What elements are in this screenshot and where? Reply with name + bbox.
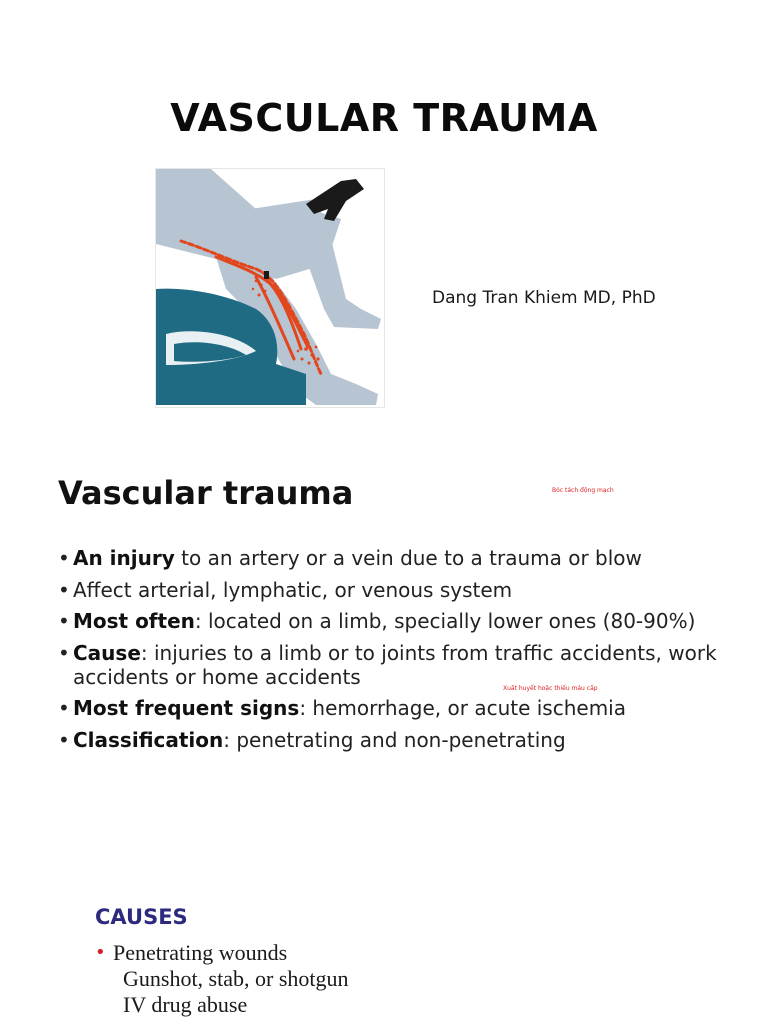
bullet-text: to an artery or a vein due to a trauma or blow — [174, 546, 642, 570]
causes-item-text: Penetrating wounds — [113, 940, 288, 965]
causes-title: CAUSES — [95, 905, 188, 929]
handwritten-annotation-top: Bóc tách động mạch — [552, 487, 614, 494]
causes-subitem: IV drug abuse — [123, 992, 248, 1017]
author-name: Dang Tran Khiem MD, PhD — [432, 288, 656, 308]
bullet-bold: Most frequent signs — [73, 696, 300, 720]
bullet-text: : located on a limb, specially lower ones (80-90%) — [194, 609, 696, 633]
bullet-bold: An injury — [73, 546, 175, 570]
bullet-bold: Cause — [73, 640, 141, 665]
section-title: Vascular trauma — [58, 474, 354, 512]
bullet-text: : hemorrhage, or acute ischemia — [299, 696, 626, 720]
red-bullet-icon: • — [95, 942, 106, 963]
bullet-text: : injuries to a limb or to joints from traffic accidents, work accidents or home accidents — [73, 640, 717, 689]
bullet-bold: Classification — [73, 727, 224, 752]
causes-subitem: Gunshot, stab, or shotgun — [123, 966, 349, 991]
causes-list — [95, 940, 349, 1018]
handwritten-annotation-mid: Xuất huyết hoặc thiếu máu cấp — [503, 685, 598, 692]
main-title: VASCULAR TRAUMA — [170, 96, 598, 140]
bullet-text: Affect arterial, lymphatic, or venous system — [73, 577, 513, 602]
bullet-bold: Most often — [73, 609, 195, 633]
bullet-text: : penetrating and non-penetrating — [223, 727, 566, 752]
causes-item — [95, 940, 349, 966]
